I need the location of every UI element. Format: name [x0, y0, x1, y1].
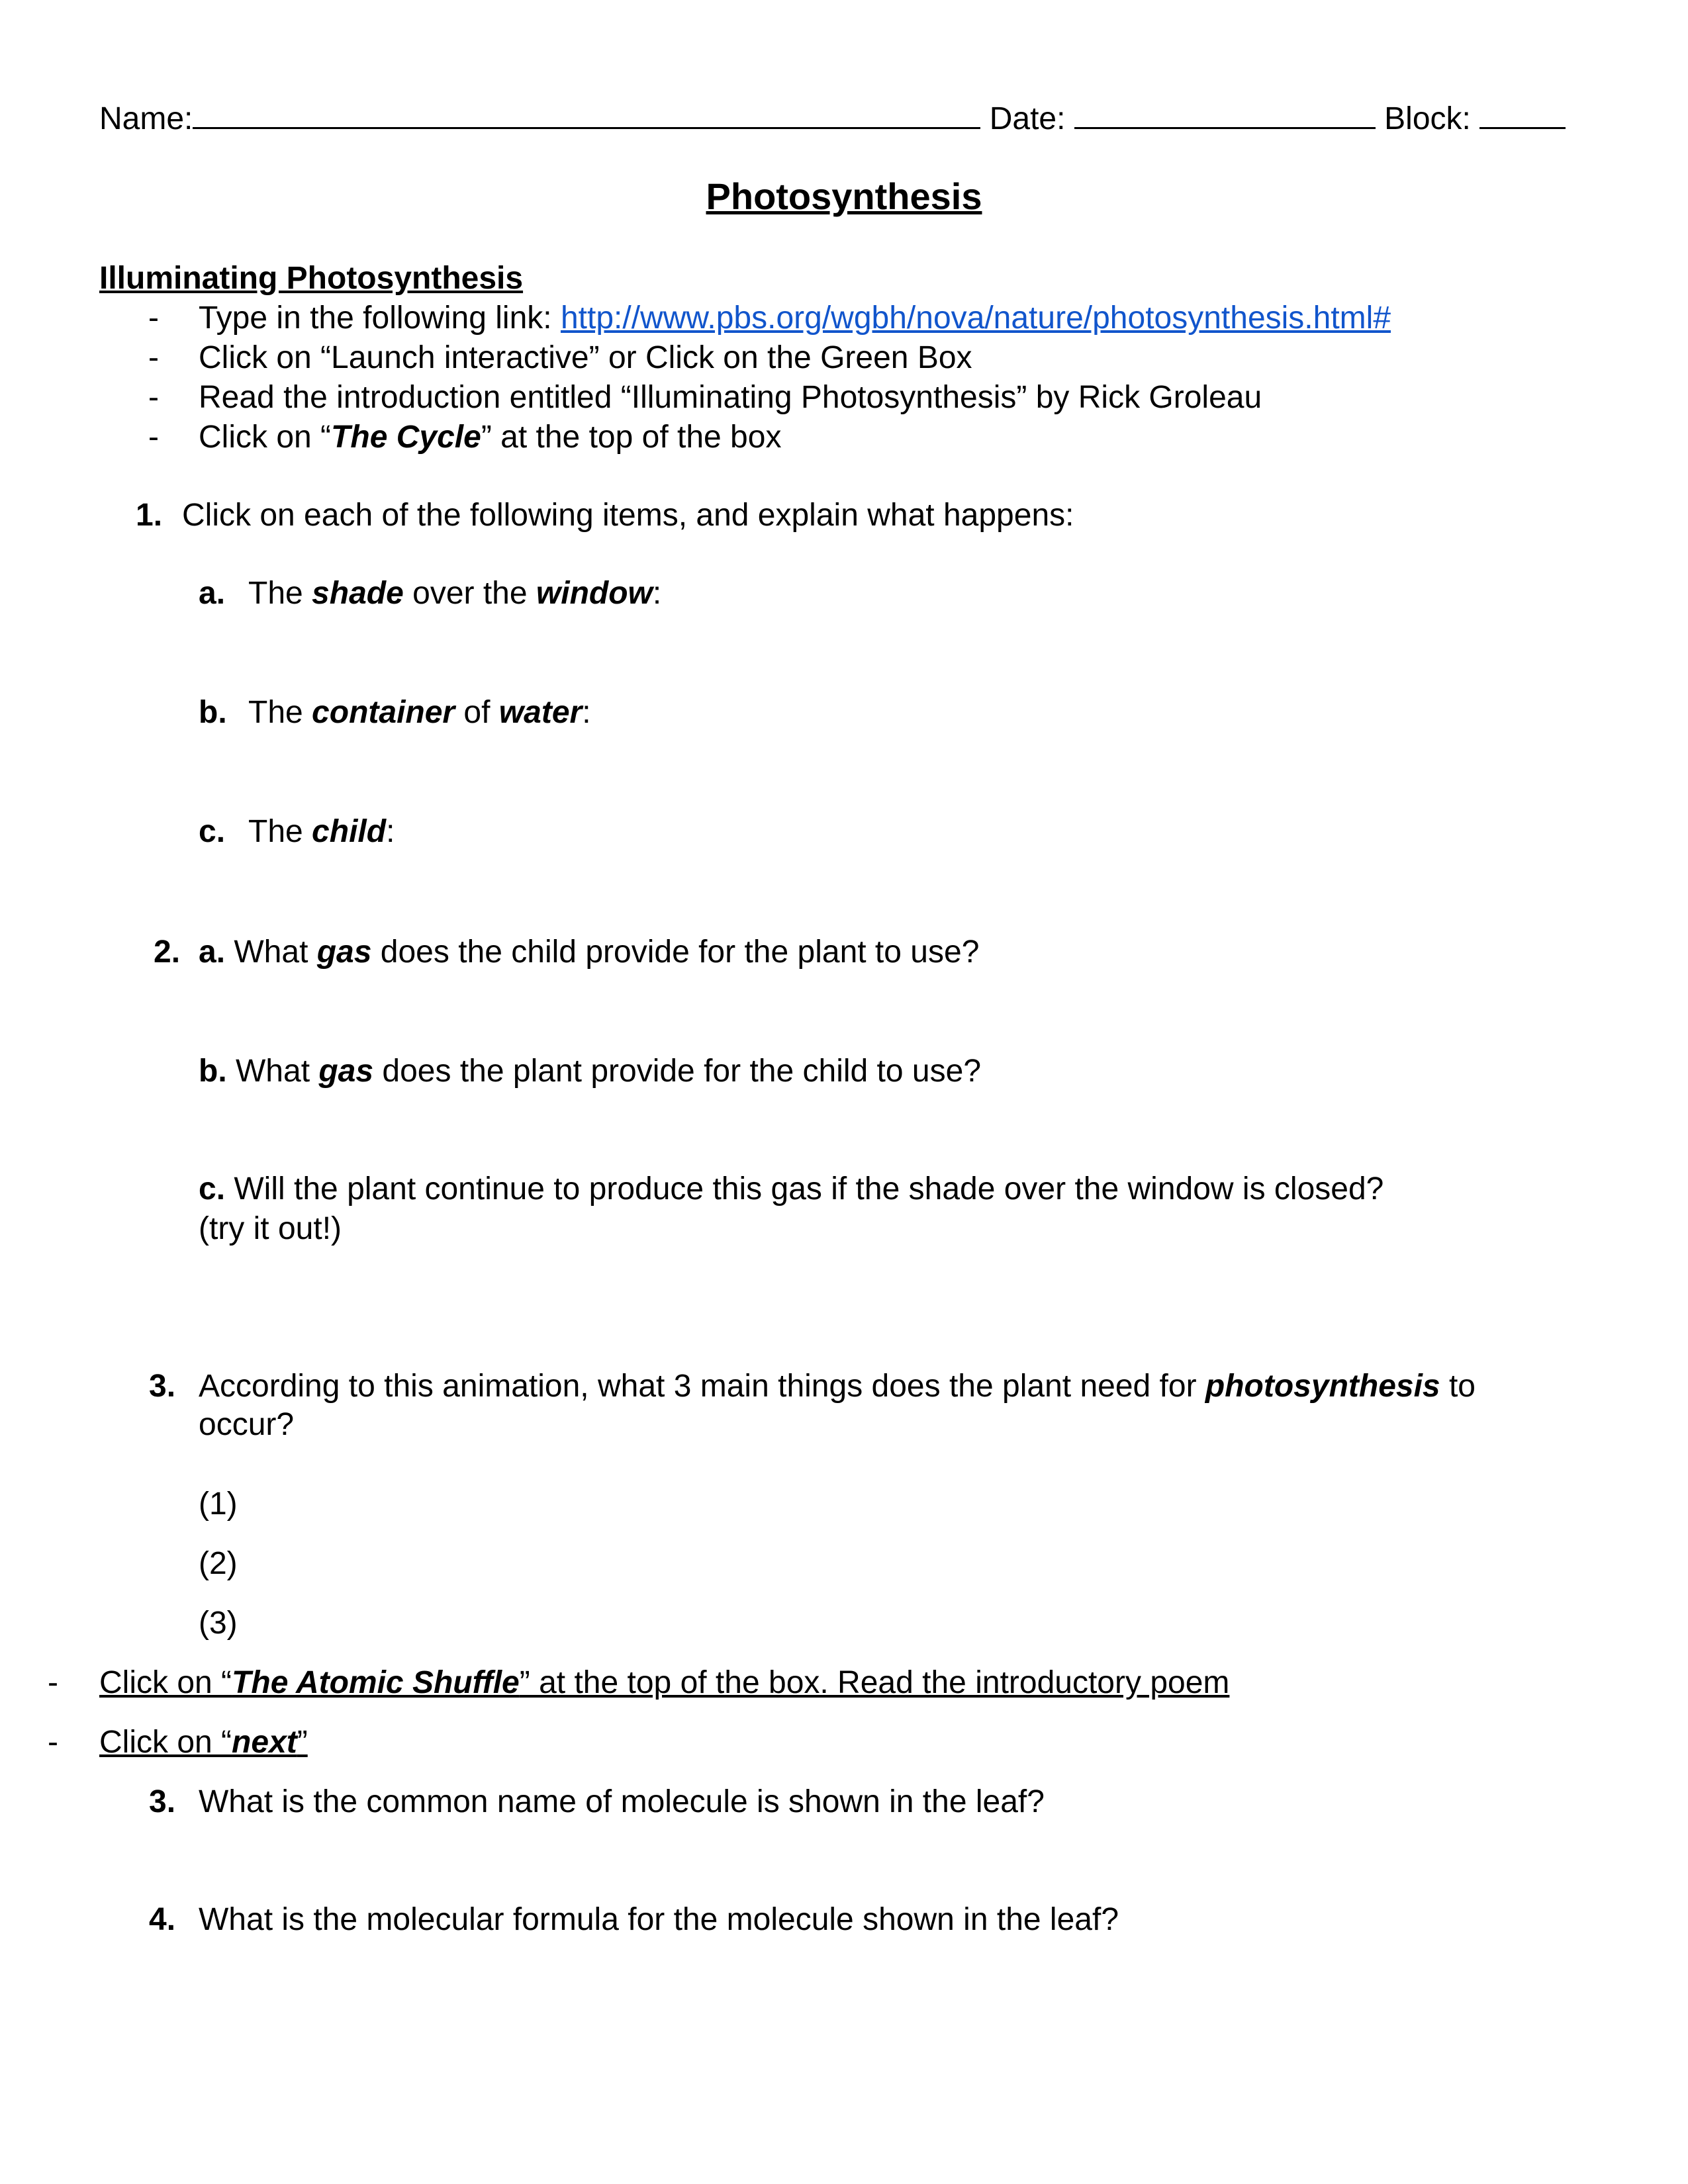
name-field[interactable] — [193, 98, 980, 129]
text: Click on “ — [99, 1725, 232, 1760]
bullet-dash: - — [148, 380, 159, 415]
text: : — [386, 814, 395, 849]
emphasis: gas — [316, 934, 372, 970]
bullet-dash: - — [48, 1725, 58, 1760]
emphasis: window — [536, 576, 653, 611]
name-label: Name: — [99, 101, 193, 136]
step-emphasis: The Cycle — [331, 420, 481, 455]
emphasis: shade — [312, 576, 404, 611]
emphasis: gas — [318, 1054, 374, 1089]
letter: c. — [199, 1171, 226, 1206]
step-read-intro: Read the introduction entitled “Illuminating Photosynthesis” by Rick Groleau — [199, 380, 1262, 415]
text: Will the plant continue to produce this gas if the shade over the window is closed? — [225, 1171, 1384, 1206]
q3-text-cont: occur? — [199, 1407, 295, 1442]
text: to — [1440, 1369, 1476, 1404]
bullet-dash: - — [148, 420, 159, 455]
q3-item-3: (3) — [199, 1606, 238, 1641]
text: The — [248, 576, 312, 611]
emphasis: photosynthesis — [1205, 1369, 1440, 1404]
text: does the plant provide for the child to use? — [373, 1054, 982, 1089]
block-label: Block: — [1384, 101, 1471, 136]
q1b-text — [248, 694, 591, 732]
step-type-link — [199, 299, 1391, 338]
q3-item-2: (2) — [199, 1546, 238, 1581]
q4-text: What is the molecular formula for the molecule shown in the leaf? — [199, 1902, 1119, 1937]
q1c-letter: c. — [199, 814, 226, 849]
text: What — [225, 934, 317, 970]
page-title: Photosynthesis — [706, 175, 982, 217]
q3-item-1: (1) — [199, 1486, 238, 1522]
emphasis: The Atomic Shuffle — [232, 1665, 520, 1700]
q2a-text — [199, 933, 979, 972]
q3-number: 3. — [149, 1369, 176, 1404]
q1c-text — [248, 813, 395, 851]
text: does the child provide for the plant to use? — [371, 934, 980, 970]
text: Click on “ — [99, 1665, 232, 1700]
q1-text: Click on each of the following items, and explain what happens: — [182, 498, 1074, 533]
block-field[interactable] — [1479, 98, 1566, 129]
section-heading: Illuminating Photosynthesis — [99, 261, 524, 296]
bullet-dash: - — [148, 340, 159, 375]
text: over the — [403, 576, 536, 611]
bullet-dash: - — [48, 1665, 58, 1700]
q4-number: 4. — [149, 1902, 176, 1937]
step-text: Type in the following link: — [199, 300, 561, 336]
text: ” at the top of the box. Read the introductory poem — [519, 1665, 1230, 1700]
letter: b. — [199, 1054, 227, 1089]
q2c-text-cont: (try it out!) — [199, 1211, 342, 1246]
emphasis: container — [312, 695, 455, 730]
q3b-text: What is the common name of molecule is shown in the leaf? — [199, 1784, 1045, 1819]
text: : — [582, 695, 591, 730]
text: The — [248, 814, 312, 849]
q1-number: 1. — [136, 498, 163, 533]
q3-text — [199, 1367, 1476, 1406]
click-next-instruction — [99, 1723, 308, 1762]
letter: a. — [199, 934, 226, 970]
text: of — [455, 695, 499, 730]
date-field[interactable] — [1074, 98, 1376, 129]
date-label: Date: — [989, 101, 1066, 136]
header-line — [99, 98, 1566, 138]
q2c-text — [199, 1170, 1383, 1208]
emphasis: water — [498, 695, 583, 730]
step-click-cycle — [199, 418, 781, 457]
text: : — [652, 576, 662, 611]
emphasis: child — [312, 814, 387, 849]
step-launch: Click on “Launch interactive” or Click on the Green Box — [199, 340, 972, 375]
text: ” — [297, 1725, 308, 1760]
step-text: ” at the top of the box — [481, 420, 782, 455]
q2b-text — [199, 1052, 981, 1091]
emphasis: next — [232, 1725, 297, 1760]
step-text: Click on “ — [199, 420, 332, 455]
text: The — [248, 695, 312, 730]
q1b-letter: b. — [199, 695, 227, 730]
atomic-shuffle-instruction — [99, 1664, 1229, 1702]
bullet-dash: - — [148, 300, 159, 336]
q3b-number: 3. — [149, 1784, 176, 1819]
q1a-text — [248, 574, 661, 613]
q1a-letter: a. — [199, 576, 226, 611]
text: What — [226, 1054, 319, 1089]
q2-number: 2. — [154, 934, 181, 970]
pbs-link[interactable]: http://www.pbs.org/wgbh/nova/nature/photosynthesis.html# — [560, 300, 1391, 336]
text: According to this animation, what 3 main things does the plant need for — [199, 1369, 1205, 1404]
